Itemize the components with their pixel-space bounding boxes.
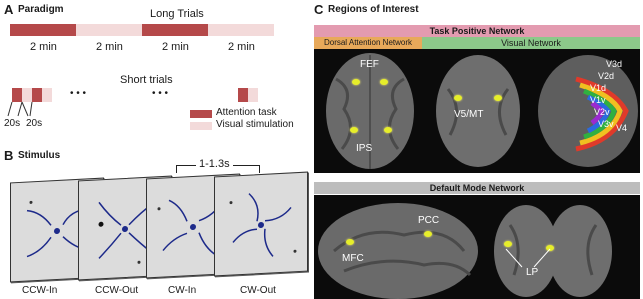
legend-swatch-attention (190, 110, 212, 118)
roi-v5-right (494, 95, 502, 101)
roi-label-v5: V5/MT (454, 109, 484, 120)
long-duration-2: 2 min (96, 41, 123, 53)
timing-label: 1-1.3s (196, 158, 233, 170)
cw-out-arrows (215, 173, 307, 276)
roi-label-fef: FEF (360, 59, 379, 70)
roi-fef-left (352, 79, 360, 85)
legend-swatch-visual (190, 122, 212, 130)
condition-label-ccw-out: CCW-Out (95, 285, 139, 296)
long-trials-title: Long Trials (150, 8, 204, 20)
roi-fef-right (380, 79, 388, 85)
long-duration-3: 2 min (162, 41, 189, 53)
roi-label-v2v: V2v (594, 107, 610, 117)
roi-ips-left (350, 127, 358, 133)
task-positive-network-bar: Task Positive Network (314, 25, 640, 37)
timing-bracket-left (176, 165, 177, 173)
long-visual-block-2 (208, 24, 274, 36)
condition-label-ccw-in: CCW-In (22, 285, 58, 296)
dmn-brain-images (314, 195, 640, 299)
roi-label-v2d: V2d (598, 71, 615, 81)
roi-label-v3d: V3d (606, 59, 623, 69)
default-mode-network-bar: Default Mode Network (314, 182, 640, 194)
roi-label-v1d: V1d (590, 83, 607, 93)
dorsal-attention-network-bar: Dorsal Attention Network (314, 37, 422, 49)
legend-label-attention: Attention task (216, 107, 277, 118)
long-attention-block-1 (10, 24, 76, 36)
long-attention-block-2 (142, 24, 208, 36)
stimulus-card-cw-out (214, 172, 308, 277)
roi-label-ips: IPS (356, 143, 373, 154)
long-duration-4: 2 min (228, 41, 255, 53)
short-visual-block-3 (248, 88, 258, 102)
short-trials-title: Short trials (120, 74, 173, 86)
short-attention-block-3 (238, 88, 248, 102)
roi-pcc (424, 231, 432, 237)
panel-b-title: Stimulus (18, 150, 61, 161)
short-duration-1: 20s (4, 118, 21, 129)
roi-label-pcc: PCC (418, 215, 440, 226)
panel-letter-b: B (4, 148, 14, 163)
roi-ips-right (384, 127, 392, 133)
roi-v5-left (454, 95, 462, 101)
legend-label-visual: Visual stimulation (216, 119, 294, 130)
long-duration-1: 2 min (30, 41, 57, 53)
panel-a-title: Paradigm (18, 4, 64, 15)
panel-c-title: Regions of Interest (328, 4, 419, 15)
roi-label-mfc: MFC (342, 253, 364, 264)
long-visual-block-1 (76, 24, 142, 36)
dmn-brain-render (314, 195, 640, 299)
ellipsis-2: • • • (152, 88, 169, 99)
short-duration-2: 20s (26, 118, 43, 129)
condition-label-cw-in: CW-In (168, 285, 197, 296)
roi-label-v3v: V3v (598, 119, 614, 129)
roi-label-v4: V4 (616, 123, 628, 133)
ellipsis-1: • • • (70, 88, 87, 99)
condition-label-cw-out: CW-Out (240, 285, 276, 296)
roi-label-v1v: V1v (590, 95, 606, 105)
timing-bracket-right (259, 165, 260, 173)
roi-mfc (346, 239, 354, 245)
panel-letter-a: A (4, 2, 14, 17)
roi-label-lp: LP (526, 267, 539, 278)
panel-letter-c: C (314, 2, 324, 17)
tpn-brain-images (314, 49, 640, 173)
visual-network-bar: Visual Network (422, 37, 640, 49)
